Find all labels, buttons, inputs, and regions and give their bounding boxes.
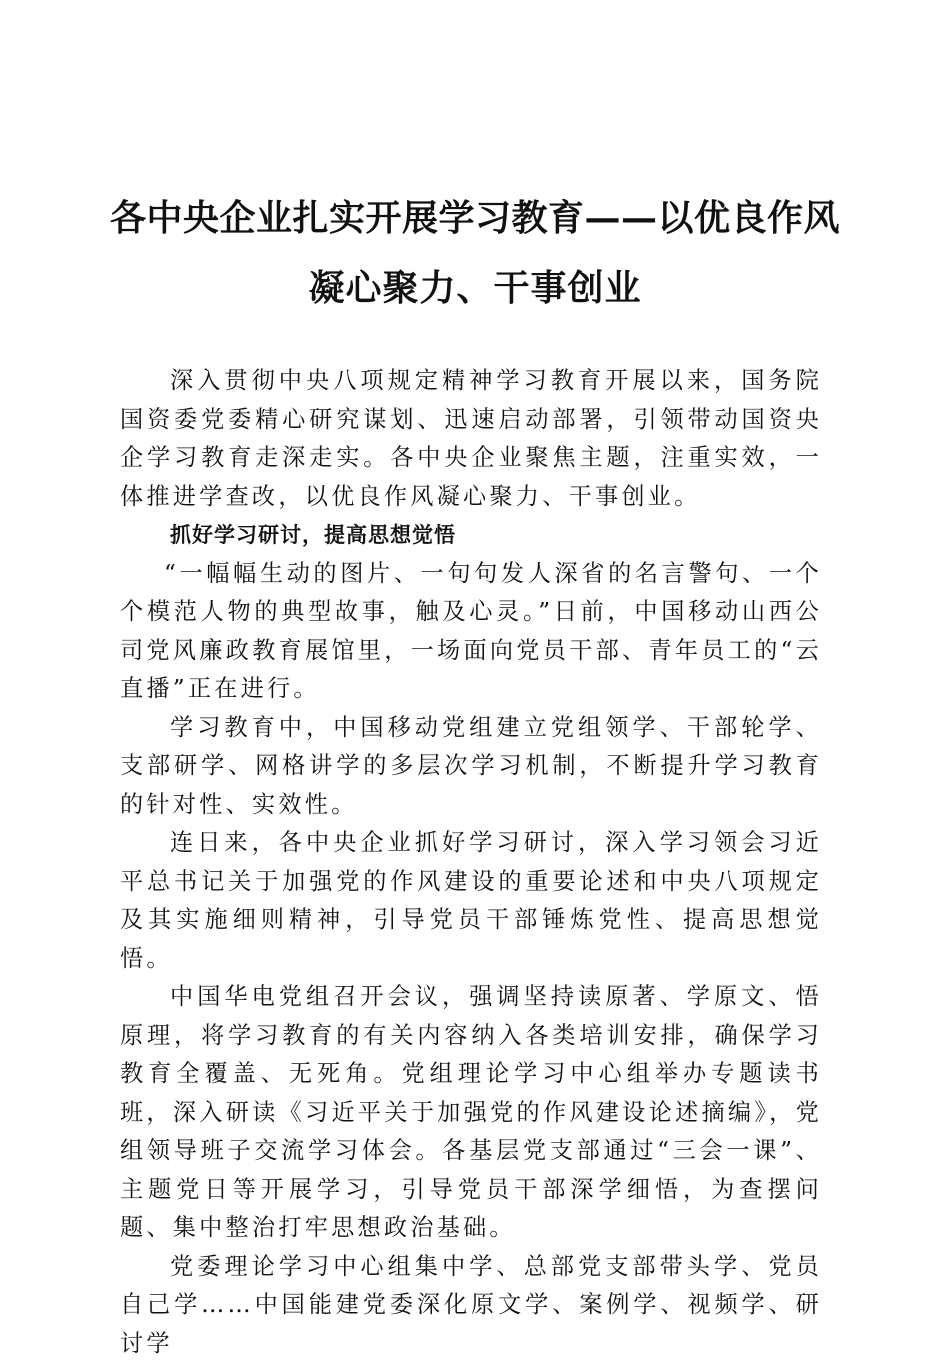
section-heading: 抓好学习研讨，提高思想觉悟 (120, 516, 822, 555)
paragraph: 中国华电党组召开会议，强调坚持读原著、学原文、悟原理，将学习教育的有关内容纳入各类培训安排，确保学习教育全覆盖、无死角。党组理论学习中心组举办专题读书班，深入研读《习近平关于加强党的作风建设论述摘编》，党组领导班子交流学习体会。各基层党支部通过“三会一课”、主题党日等开展学习，引导党员干部深学细悟，为查摆问题、集中整治打牢思想政治基础。 (120, 978, 822, 1248)
document-body (120, 362, 822, 1363)
document-title-line-1: 各中央企业扎实开展学习教育——以优良作风 (110, 196, 840, 240)
document-title-line-2: 凝心聚力、干事创业 (110, 266, 840, 310)
paragraph-quote: “一幅幅生动的图片、一句句发人深省的名言警句、一个个模范人物的典型故事，触及心灵。”日前，中国移动山西公司党风廉政教育展馆里，一场面向党员干部、青年员工的“云直播”正在进行。 (120, 555, 822, 709)
paragraph: 连日来，各中央企业抓好学习研讨，深入学习领会习近平总书记关于加强党的作风建设的重要论述和中央八项规定及其实施细则精神，引导党员干部锤炼党性、提高思想觉悟。 (120, 824, 822, 978)
paragraph: 学习教育中，中国移动党组建立党组领学、干部轮学、支部研学、网格讲学的多层次学习机制，不断提升学习教育的针对性、实效性。 (120, 709, 822, 825)
paragraph-intro: 深入贯彻中央八项规定精神学习教育开展以来，国务院国资委党委精心研究谋划、迅速启动部署，引领带动国资央企学习教育走深走实。各中央企业聚焦主题，注重实效，一体推进学查改，以优良作风凝心聚力、干事创业。 (120, 362, 822, 516)
paragraph: 党委理论学习中心组集中学、总部党支部带头学、党员自己学……中国能建党委深化原文学、案例学、视频学、研讨学 (120, 1248, 822, 1363)
